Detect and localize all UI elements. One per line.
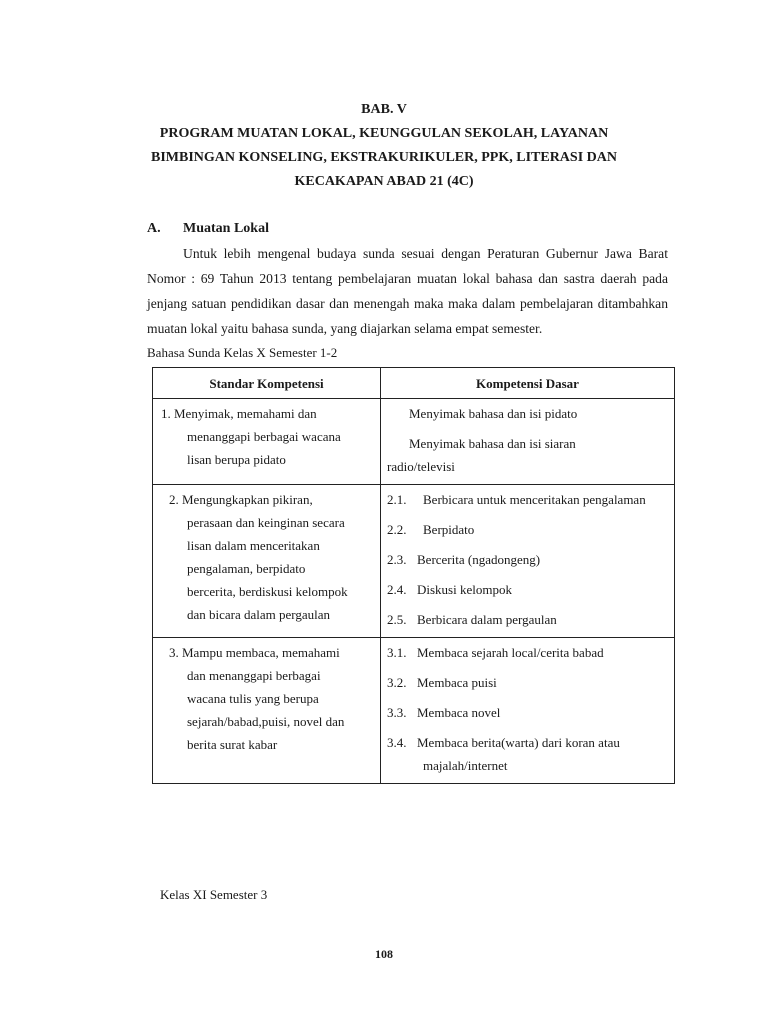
sk-cell — [153, 399, 381, 485]
kd-number: 2.2. — [387, 522, 407, 537]
sk-text: pengalaman, berpidato — [187, 561, 306, 576]
kd-text: Membaca novel — [417, 705, 501, 720]
kd-text: Bercerita (ngadongeng) — [417, 552, 541, 567]
next-table-caption: Kelas XI Semester 3 — [160, 887, 268, 902]
kd-text: Membaca sejarah local/cerita babad — [417, 645, 604, 660]
kd-item — [387, 518, 668, 541]
kd-item — [387, 701, 668, 724]
kd-item — [387, 578, 668, 601]
section-title: Muatan Lokal — [183, 221, 269, 236]
sk-cell — [153, 485, 381, 638]
sk-text: dan bicara dalam pergaulan — [187, 607, 331, 622]
chapter-title-line-1: PROGRAM MUATAN LOKAL, KEUNGGULAN SEKOLAH, LAYANAN — [159, 126, 609, 141]
kd-text: Membaca berita(warta) dari koran atau — [417, 735, 620, 750]
kd-item — [387, 731, 668, 754]
sk-text: lisan berupa pidato — [187, 452, 286, 467]
kd-number: 2.5. — [387, 612, 407, 627]
kd-number: 3.4. — [387, 735, 407, 750]
header-standar-kompetensi: Standar Kompetensi — [153, 368, 381, 399]
sk-text: wacana tulis yang berupa — [187, 691, 319, 706]
kd-item: Menyimak bahasa dan isi siaran — [409, 436, 576, 451]
kd-text: Membaca puisi — [417, 675, 497, 690]
kd-item — [387, 488, 668, 511]
kd-cell — [381, 638, 675, 784]
kd-item — [387, 548, 668, 571]
chapter-title-line-3: KECAKAPAN ABAD 21 (4C) — [294, 174, 474, 189]
sk-text: sejarah/babad,puisi, novel dan — [187, 714, 345, 729]
kd-number: 3.1. — [387, 645, 407, 660]
kd-text: Diskusi kelompok — [417, 582, 512, 597]
kd-number: 2.4. — [387, 582, 407, 597]
kd-number: 3.2. — [387, 675, 407, 690]
sk-text: bercerita, berdiskusi kelompok — [187, 584, 348, 599]
header-kompetensi-dasar: Kompetensi Dasar — [381, 368, 675, 399]
sk-text: 1. Menyimak, memahami dan — [161, 406, 317, 421]
kd-cell — [381, 399, 675, 485]
kd-number: 2.3. — [387, 552, 407, 567]
kd-item — [387, 608, 668, 631]
sk-text: dan menanggapi berbagai — [187, 668, 321, 683]
kd-item-continuation: radio/televisi — [387, 459, 455, 474]
kd-text: Berbicara untuk menceritakan pengalaman — [423, 492, 646, 507]
page-number: 108 — [375, 947, 393, 961]
kd-item — [387, 641, 668, 664]
sk-text: berita surat kabar — [187, 737, 278, 752]
sk-text: lisan dalam menceritakan — [187, 538, 320, 553]
sk-text: menanggapi berbagai wacana — [187, 429, 341, 444]
competency-table — [152, 367, 675, 784]
kd-item: Menyimak bahasa dan isi pidato — [409, 406, 578, 421]
body-paragraph: Untuk lebih mengenal budaya sunda sesuai dengan Peraturan Gubernur Jawa Barat Nomor : 69 Tahun 2013 tentang pembelajaran muatan lokal bahasa dan sastra daerah pada jenjang satuan pendidikan dasar dan menengah maka maka dalam pembelajaran ditambahkan muatan lokal yaitu bahasa sunda, yang diajarkan selama empat semester. — [147, 246, 668, 336]
sk-cell — [153, 638, 381, 784]
sk-text: 3. Mampu membaca, memahami — [169, 645, 340, 660]
kd-text: Berbicara dalam pergaulan — [417, 612, 557, 627]
table-row — [153, 399, 675, 485]
sk-text: 2. Mengungkapkan pikiran, — [169, 492, 313, 507]
table-row — [153, 638, 675, 784]
kd-number: 3.3. — [387, 705, 407, 720]
section-letter: A. — [147, 221, 161, 236]
kd-cell — [381, 485, 675, 638]
chapter-title-line-2: BIMBINGAN KONSELING, EKSTRAKURIKULER, PPK, LITERASI DAN — [151, 150, 617, 165]
table-row — [153, 485, 675, 638]
table-header-row — [153, 368, 675, 399]
table-caption: Bahasa Sunda Kelas X Semester 1-2 — [147, 345, 338, 360]
kd-number: 2.1. — [387, 492, 407, 507]
chapter-label: BAB. V — [361, 102, 407, 117]
kd-item — [387, 671, 668, 694]
kd-text: Berpidato — [423, 522, 475, 537]
kd-item-continuation: majalah/internet — [423, 758, 508, 773]
sk-text: perasaan dan keinginan secara — [187, 515, 345, 530]
